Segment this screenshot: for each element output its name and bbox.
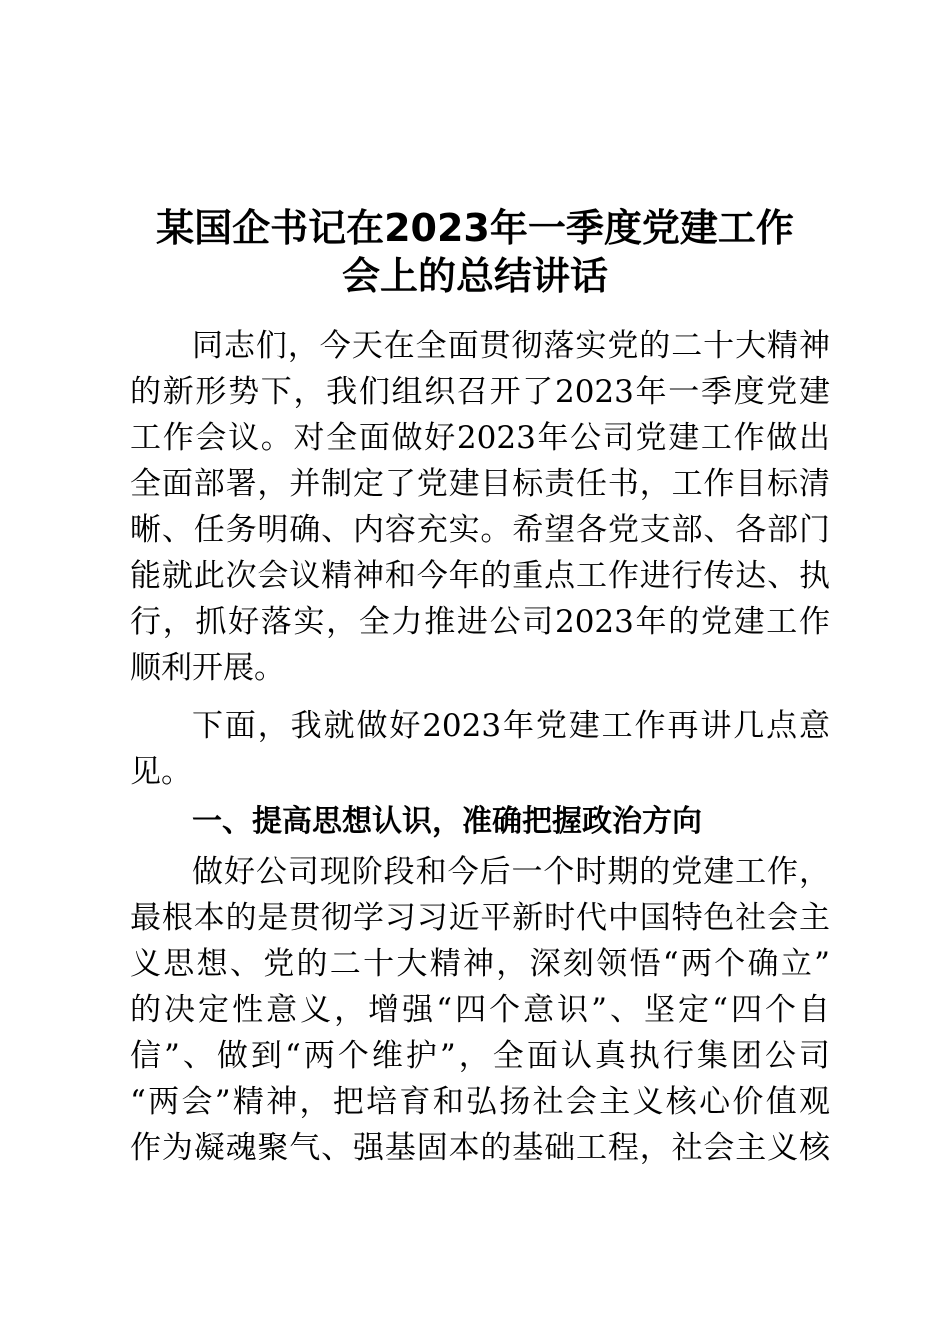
- paragraph-3-line-4: 的决定性意义，增强“四个意识”、坚定“四个自: [130, 992, 830, 1028]
- paragraph-1-line-3: 工作会议。对全面做好2023年公司党建工作做出: [130, 420, 830, 456]
- paragraph-1-line-1: 同志们，今天在全面贯彻落实党的二十大精神: [192, 328, 830, 364]
- paragraph-3-line-7: 作为凝魂聚气、强基固本的基础工程，社会主义核: [130, 1130, 830, 1166]
- document-title-line-2: 会上的总结讲话: [341, 254, 608, 298]
- paragraph-1-line-8: 顺利开展。: [130, 650, 285, 686]
- paragraph-3-line-2: 最根本的是贯彻学习习近平新时代中国特色社会主: [130, 900, 830, 936]
- paragraph-3-line-1: 做好公司现阶段和今后一个时期的党建工作，: [192, 854, 830, 890]
- paragraph-3-line-5: 信”、做到“两个维护”，全面认真执行集团公司: [130, 1038, 830, 1074]
- document-title-line-1: 某国企书记在2023年一季度党建工作: [156, 206, 794, 250]
- paragraph-1-line-5: 晰、任务明确、内容充实。希望各党支部、各部门: [130, 512, 830, 548]
- paragraph-2-line-1: 下面，我就做好2023年党建工作再讲几点意: [192, 708, 830, 744]
- paragraph-3-line-6: “两会”精神，把培育和弘扬社会主义核心价值观: [130, 1084, 830, 1120]
- section-heading-1: 一、提高思想认识，准确把握政治方向: [192, 804, 702, 839]
- paragraph-1-line-6: 能就此次会议精神和今年的重点工作进行传达、执: [130, 558, 830, 594]
- paragraph-1-line-7: 行，抓好落实，全力推进公司2023年的党建工作: [130, 604, 830, 640]
- paragraph-3-line-3: 义思想、党的二十大精神，深刻领悟“两个确立”: [130, 946, 830, 982]
- paragraph-1-line-2: 的新形势下，我们组织召开了2023年一季度党建: [130, 374, 830, 410]
- paragraph-2-line-2: 见。: [130, 754, 192, 790]
- paragraph-1-line-4: 全面部署，并制定了党建目标责任书，工作目标清: [130, 466, 830, 502]
